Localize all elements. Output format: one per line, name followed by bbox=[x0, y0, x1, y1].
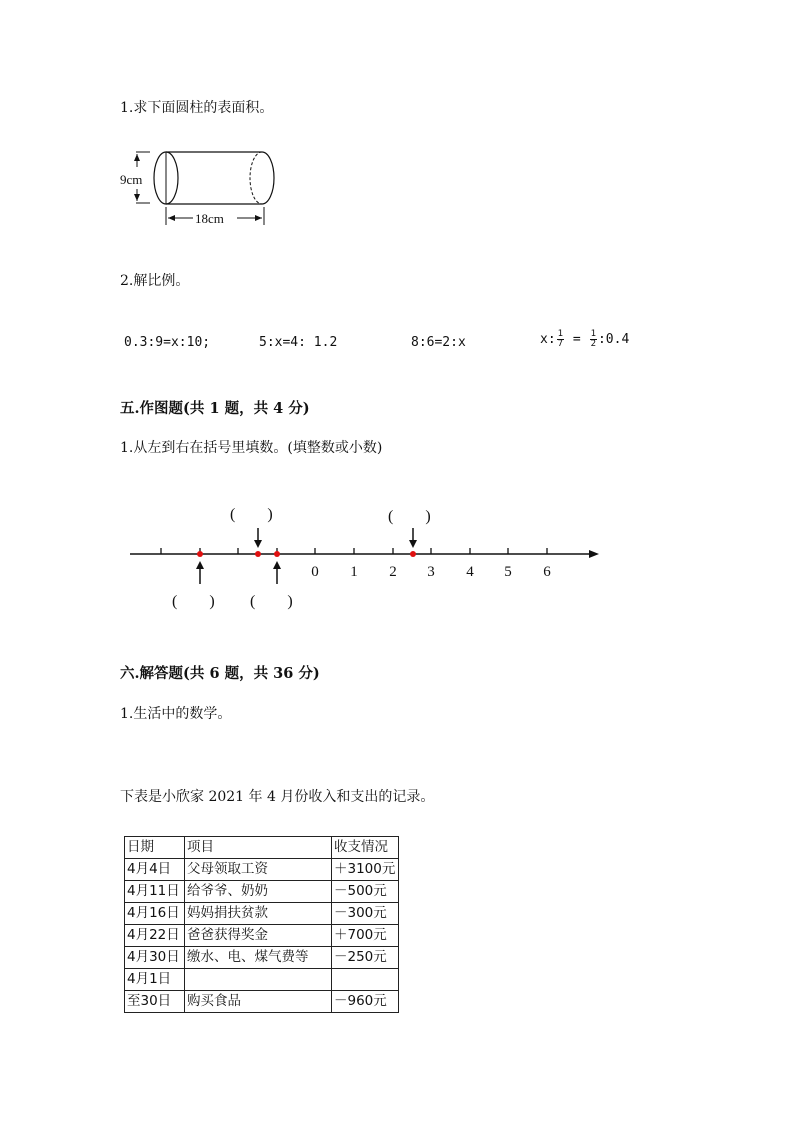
tick-label-6: 6 bbox=[543, 564, 551, 580]
table-row: 4月11日 给爷爷、奶奶 －500元 bbox=[125, 881, 399, 903]
arrow-up-icon bbox=[134, 154, 140, 161]
tick-label-3: 3 bbox=[427, 564, 435, 580]
height-label: 9cm bbox=[120, 172, 143, 187]
arrow-right-icon bbox=[255, 215, 262, 221]
section-6-title: 六.解答题(共 6 题，共 36 分) bbox=[120, 665, 320, 682]
answer-bracket-1: ( ) bbox=[230, 506, 273, 523]
tick-label-2: 2 bbox=[389, 564, 397, 580]
cylinder-question: 1.求下面圆柱的表面积。 bbox=[120, 100, 274, 116]
table-intro: 下表是小欣家 2021 年 4 月份收入和支出的记录。 bbox=[120, 789, 435, 805]
section-5-title: 五.作图题(共 1 题，共 4 分) bbox=[120, 400, 310, 417]
axis-arrow-icon bbox=[589, 550, 599, 558]
fraction-1-7: $\frac{1}{7}$ bbox=[557, 329, 564, 349]
fraction-1-2: $\frac{1}{2}$ bbox=[590, 329, 596, 349]
table-row: 4月16日 妈妈捐扶贫款 －300元 bbox=[125, 903, 399, 925]
equation-4: x: $\frac{1}{7}$ = $\frac{1}{2}$ :0.4 bbox=[540, 329, 630, 349]
table-header-row bbox=[125, 837, 399, 859]
right-base-hidden bbox=[250, 152, 262, 204]
point-c bbox=[274, 551, 280, 557]
header-date: 日期 bbox=[125, 837, 185, 859]
arrow-down-icon bbox=[409, 540, 417, 548]
arrow-up-icon bbox=[196, 561, 204, 569]
table-row: 4月4日 父母领取工资 ＋3100元 bbox=[125, 859, 399, 881]
tick-label-5: 5 bbox=[504, 564, 512, 580]
tick-label-1: 1 bbox=[350, 564, 358, 580]
cylinder-figure bbox=[118, 145, 288, 230]
table-row: 4月30日 缴水、电、煤气费等 －250元 bbox=[125, 947, 399, 969]
point-d bbox=[410, 551, 416, 557]
life-math-question: 1.生活中的数学。 bbox=[120, 706, 232, 722]
point-b bbox=[255, 551, 261, 557]
proportion-question: 2.解比例。 bbox=[120, 273, 190, 289]
equation-2: 5:x=4: 1.2 bbox=[259, 335, 338, 350]
point-a bbox=[197, 551, 203, 557]
tick-label-4: 4 bbox=[466, 564, 474, 580]
right-base-front bbox=[262, 152, 274, 204]
table-row: 4月22日 爸爸获得奖金 ＋700元 bbox=[125, 925, 399, 947]
tick-label-0: 0 bbox=[311, 564, 319, 580]
length-label: 18cm bbox=[195, 211, 224, 226]
equation-1: 0.3:9=x:10; bbox=[124, 335, 211, 350]
arrow-down-icon bbox=[254, 540, 262, 548]
answer-bracket-4: ( ) bbox=[250, 593, 293, 610]
arrow-left-icon bbox=[168, 215, 175, 221]
arrow-up-icon bbox=[273, 561, 281, 569]
header-amount: 收支情况 bbox=[332, 837, 399, 859]
arrow-down-icon bbox=[134, 194, 140, 201]
table-row: 4月1日 bbox=[125, 969, 399, 991]
ticks bbox=[161, 548, 547, 554]
income-expense-table bbox=[124, 836, 399, 1013]
equation-3: 8:6=2:x bbox=[411, 335, 466, 350]
answer-bracket-2: ( ) bbox=[388, 508, 431, 525]
number-line bbox=[125, 498, 605, 616]
table-row: 至30日 购买食品 －960元 bbox=[125, 991, 399, 1013]
header-item: 项目 bbox=[185, 837, 332, 859]
answer-bracket-3: ( ) bbox=[172, 593, 215, 610]
number-line-question: 1.从左到右在括号里填数。(填整数或小数) bbox=[120, 440, 383, 456]
